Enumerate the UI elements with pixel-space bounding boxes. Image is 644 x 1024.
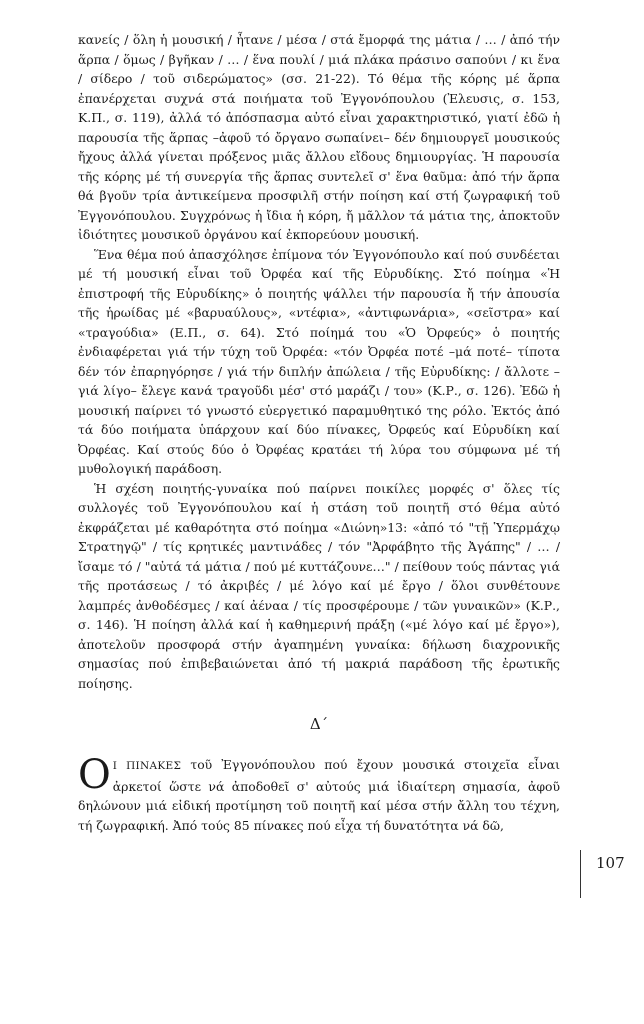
paragraph-4: [78, 752, 560, 835]
paragraph-4-text: τοῦ Ἐγγονόπουλου πού ἔχουν μουσικά στοιχεῖα εἶναι ἀρκετοί ὥστε νά ἀποδοθεῖ σ' αὐτούς μιά ἰδιαίτερη σημασία, ἀφοῦ δηλώνουν μιά εἰδική προτίμηση τοῦ ποιητῆ καί μέσα στήν ἄλλη του τέχνη, τή ζωγραφική. Ἀπό τούς 85 πίνακες πού εἶχα τή δυνατότητα νά δῶ,: [78, 757, 560, 833]
text-column: [78, 30, 560, 835]
page-number: 107: [596, 854, 625, 872]
paragraph-2: Ἕνα θέμα πού ἀπασχόλησε ἐπίμονα τόν Ἐγγονόπουλο καί πού συνδέεται μέ τή μουσική εἶναι τοῦ Ὀρφέα καί τῆς Εὐρυδίκης. Στό ποίημα «Ἡ ἐπιστροφή τῆς Εὐρυδίκης» ὁ ποιητής ψάλλει τήν παρουσία ἤ τήν ἀπουσία τῆς ἡρωίδας μέ «βαρυαύλους», «ντέφια», «ἀντιφωνάρια», «σεῖστρα» καί «τραγούδια» (Ε.Π., σ. 64). Στό ποίημά του «Ὁ Ὀρφεύς» ὁ ποιητής ἐνδιαφέρεται γιά τήν τύχη τοῦ Ὀρφέα: «τόν Ὀρφέα ποτέ –μά ποτέ– τίποτα δέν τόν ἐπαρηγόρησε / γιά τήν διπλήν ἀπώλεια / τῆς Εὐρυδίκης: / ἄλλοτε –γιά λίγο– ἔλεγε κανά τραγοῦδι μέσ' στό μαράζι / του» (Κ.Ρ., σ. 126). Ἐδῶ ἡ μουσική παίρνει τό γνωστό εὐεργετικό παραμυθητικό της ρόλο. Ἐκτός ἀπό τά δύο ποιήματα ὑπάρχουν καί δύο πίνακες, Ὀρφεύς καί Εὐρυδίκη καί Ὀρφέας. Καί στούς δύο ὁ Ὀρφέας κρατάει τή λύρα του σύμφωνα μέ τή μυθολογική παράδοση.: [78, 246, 560, 476]
small-caps-lead: Ι ΠΙΝΑΚΕΣ: [112, 760, 182, 772]
paragraph-3: Ἡ σχέση ποιητής-γυναίκα πού παίρνει ποικίλες μορφές σ' ὅλες τίς συλλογές τοῦ Ἐγγονόπουλου καί ἡ στάση τοῦ ποιητῆ στό θέμα αὐτό ἐκφράζεται μέ καθαρότητα στό ποίημα «Διώνη»13: «ἀπό τό "τῇ Ὑπερμάχῳ Στρατηγῷ" / τίς κρητικές μαντινάδες / τόν "Ἀρφάβητο τῆς Ἀγάπης" / … / ἴσαμε τό / "αὐτά τά μάτια / πού μέ κυττάζουνε…" / πείθουν τούς πάντας γιά τῆς προτάσεως / τό ἀκριβές / μέ λόγο καί μέ ἔργο / ὅλοι συνθέτουνε λαμπρές ἀνθοδέσμες / καί ἀέναα / τίς προσφέρουμε / τῶν γυναικῶν» (Κ.Ρ., σ. 146). Ἡ ποίηση ἀλλά καί ἡ καθημερινή πράξη («μέ λόγο καί μέ ἔργο»), ἀποτελοῦν προσφορά στήν ἀγαπημένη γυναίκα: δήλωση διαχρονικῆς σημασίας πού ἐπιβεβαιώνεται ἀπό τή μακριά παράδοση τῆς ἐρωτικῆς ποίησης.: [78, 480, 560, 691]
drop-cap: Ο: [78, 752, 111, 798]
section-heading: Δ΄: [309, 715, 329, 733]
paragraph-1: κανείς / ὅλη ἡ μουσική / ἦτανε / μέσα / στά ἔμορφά της μάτια / … / ἀπό τήν ἅρπα / ὅμως / βγῆκαν / … / ἕνα πουλί / μιά πλάκα πράσινο σαπούνι / κι ἕνα / σίδερο / τοῦ σιδερώματος» (σσ. 21-22). Τό θέμα τῆς κόρης μέ ἅρπα ἐπανέρχεται συχνά στά ποιήματα τοῦ Ἐγγονόπουλου (Ἐλευσις, σ. 153, Κ.Π., σ. 119), ἀλλά τό ἀπόσπασμα αὐτό εἶναι χαρακτηριστικό, γιατί ἐδῶ ἡ παρουσία τῆς ἅρπας –ἀφοῦ τό ὄργανο σωπαίνει– δέν δημιουργεῖ μουσικούς ἤχους ἀλλά γίνεται πρόξενος μιᾶς ἄλλου εἴδους δημιουργίας. Ἡ παρουσία τῆς κόρης μέ τή συνεργία τῆς ἅρπας συντελεῖ σ' ἕνα θαῦμα: ἀπό τήν ἅρπα θά βγοῦν τρία ἀντικείμενα προσφιλῆ στήν ποίηση καί στή ζωγραφική τοῦ Ἐγγονόπουλου. Συγχρόνως ἡ ἴδια ἡ κόρη, ἤ μᾶλλον τά μάτια της, ἀποκτοῦν ἰδιότητες μουσικοῦ ὀργάνου καί ἐκπορεύουν μουσική.: [78, 32, 560, 242]
page-number-rule: [580, 850, 581, 898]
